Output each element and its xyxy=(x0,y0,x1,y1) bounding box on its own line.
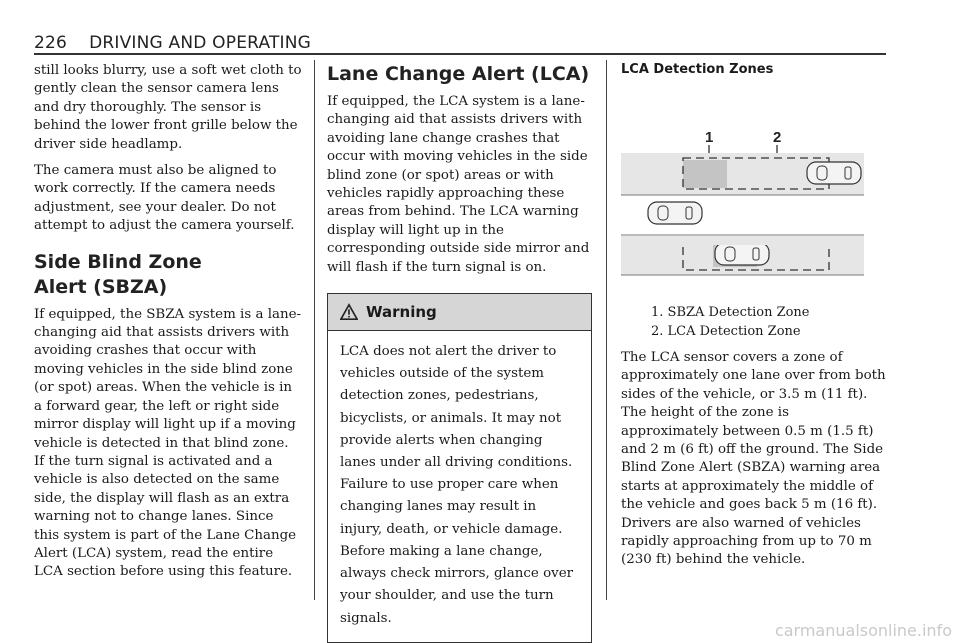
column-1 xyxy=(34,62,302,590)
sbza-description-paragraph: If equipped, the SBZA system is a lane-changing aid that assists drivers with avoiding crashes that occur with moving vehicles in the side blind zone (or spot) areas. When the vehicle is in a forward gear, the left or right side mirror display will light up if a moving vehicle is detected in that blind zone. If the turn signal is activated and a vehicle is also detected on the same side, the display will flash as an extra warning not to change lanes. Since this system is part of the Lane Change Alert (LCA) system, read the entire LCA section before using this feature. xyxy=(34,306,302,580)
camera-cleaning-paragraph: still looks blurry, use a soft wet cloth to gently clean the sensor camera lens and dry thoroughly. The sensor is behind the lower front grille below the driver side headlamp. xyxy=(34,63,302,152)
vehicle-top-right xyxy=(807,162,861,184)
sbza-zone-top xyxy=(683,160,727,188)
warning-title: Warning xyxy=(366,303,437,322)
warning-triangle-icon xyxy=(340,303,358,321)
column-2 xyxy=(327,62,592,643)
lca-diagram-bottom-lane xyxy=(621,245,866,291)
header-rule xyxy=(34,53,886,55)
legend-item-1: 1. SBZA Detection Zone xyxy=(651,305,810,320)
lca-heading: Lane Change Alert (LCA) xyxy=(327,63,590,85)
legend-item-2: 2. LCA Detection Zone xyxy=(651,324,801,339)
host-vehicle xyxy=(648,202,702,224)
warning-text: LCA does not alert the driver to vehicles outside of the system detection zones, pedestrians, bicyclists, or animals. It may not provide alerts when changing lanes under all driving conditions. Failure to use proper care when changing lanes may result in injury, death, or vehicle damage. Before making a lane change, always check mirrors, glance over your shoulder, and use the turn signals. xyxy=(340,344,574,626)
sbza-heading-line-2: Alert (SBZA) xyxy=(34,275,168,298)
section-title: DRIVING AND OPERATING xyxy=(89,33,312,53)
sbza-heading xyxy=(34,250,302,300)
column-divider-1 xyxy=(314,60,315,600)
lca-sensor-coverage-paragraph: The LCA sensor covers a zone of approximately one lane over from both sides of the vehicle, or 3.5 m (11 ft). The height of the zone is approximately between 0.5 m (1.5 ft) and 2 m (6 ft) off the ground. The Side Blind Zone Alert (SBZA) warning area starts at approximately the middle of the vehicle and goes back 5 m (16 ft). Drivers are also warned of vehicles rapidly approaching from up to 70 m (230 ft) behind the vehicle. xyxy=(621,350,886,568)
warning-header xyxy=(328,294,591,331)
diagram-legend xyxy=(621,303,889,341)
diagram-label-1: 1 xyxy=(705,129,714,146)
page-header xyxy=(34,33,311,53)
camera-alignment-paragraph: The camera must also be aligned to work correctly. If the camera needs adjustment, see your dealer. Do not attempt to adjust the camera yourself. xyxy=(34,163,295,234)
sbza-heading-line-1: Side Blind Zone xyxy=(34,250,202,273)
lca-zones-heading: LCA Detection Zones xyxy=(621,62,774,77)
lca-description-paragraph: If equipped, the LCA system is a lane-changing aid that assists drivers with avoiding lane change crashes that occur with moving vehicles in the side blind zone (or spot) areas or with vehicles rapidly approaching these areas from behind. The LCA warning display will light up in the corresponding outside side mirror and will flash if the turn signal is on. xyxy=(327,94,590,275)
warning-box xyxy=(327,293,592,643)
column-divider-2 xyxy=(606,60,607,600)
page-number: 226 xyxy=(34,33,68,53)
lca-detection-zones-diagram xyxy=(621,87,866,247)
diagram-label-2: 2 xyxy=(773,129,782,146)
vehicle-bottom xyxy=(715,245,769,265)
watermark-url: carmanualsonline.info xyxy=(774,621,952,640)
column-3 xyxy=(621,62,889,578)
